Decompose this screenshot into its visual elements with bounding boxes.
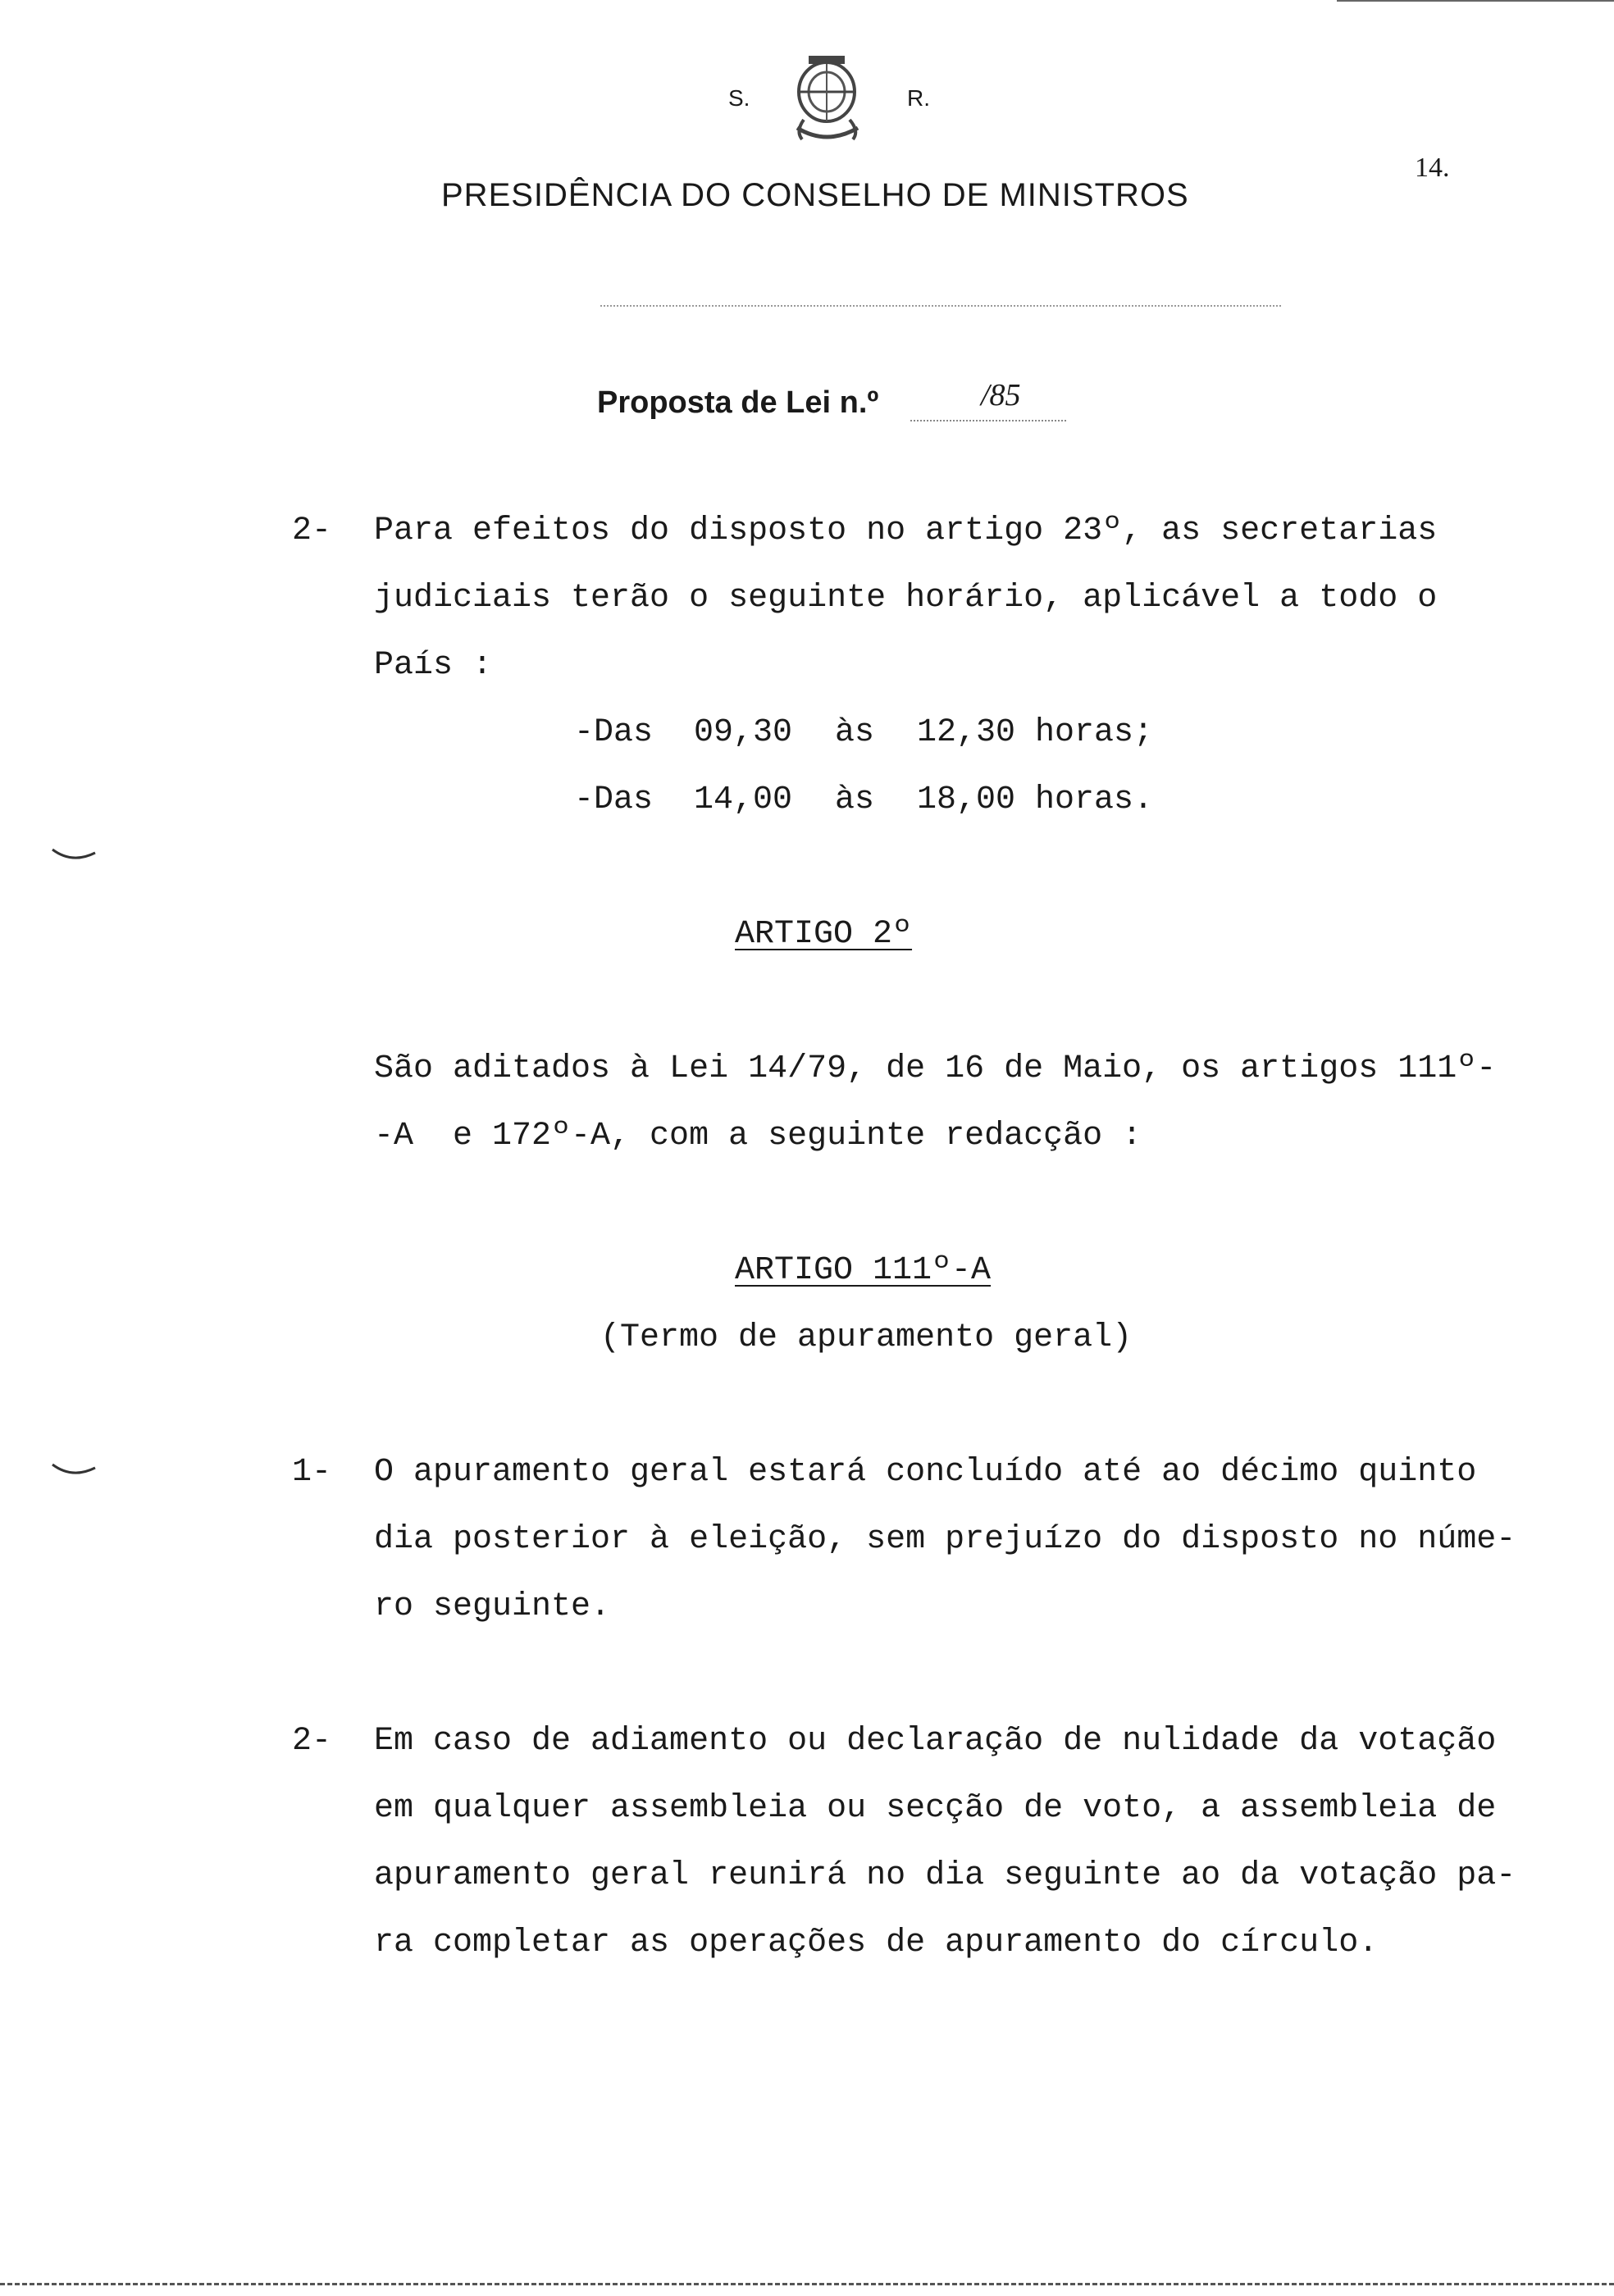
paragraph-line: ro seguinte. <box>374 1588 611 1625</box>
paragraph-line: em qualquer assembleia ou secção de voto, a assembleia de <box>374 1790 1497 1827</box>
schedule-sep: às <box>835 781 875 818</box>
schedule-sep: às <box>835 714 875 751</box>
item-number: 1- <box>292 1454 332 1491</box>
paragraph-line: Em caso de adiamento ou declaração de nulidade da votação <box>374 1723 1497 1760</box>
paragraph-line: ra completar as operações de apuramento do círculo. <box>374 1925 1379 1961</box>
schedule-unit: horas. <box>1035 781 1154 818</box>
schedule-from-label: -Das <box>574 714 654 751</box>
schedule-end: 12,30 <box>917 714 1016 751</box>
organization-title: PRESIDÊNCIA DO CONSELHO DE MINISTROS <box>441 177 1189 213</box>
paragraph-line: judiciais terão o seguinte horário, aplicável a todo o <box>374 580 1438 617</box>
paragraph-line: Para efeitos do disposto no artigo 23º, as secretarias <box>374 512 1438 549</box>
article-heading: ARTIGO 2º <box>735 916 913 953</box>
margin-tick-mark <box>49 845 98 869</box>
article-subtitle: (Termo de apuramento geral) <box>600 1319 1133 1356</box>
paragraph-line: País : <box>374 647 493 684</box>
letterhead-right-initial: R. <box>907 85 930 111</box>
item-number: 2- <box>292 512 332 549</box>
article-heading: ARTIGO 111º-A <box>735 1252 992 1289</box>
scan-edge-line <box>1337 0 1614 2</box>
proposal-label: Proposta de Lei n.º <box>597 385 879 420</box>
schedule-from-label: -Das <box>574 781 654 818</box>
item-number: 2- <box>292 1723 332 1760</box>
coat-of-arms-emblem <box>779 49 878 157</box>
scan-bottom-edge <box>0 2283 1614 2285</box>
letterhead-rule <box>600 305 1281 307</box>
proposal-number: /85 <box>981 378 1021 412</box>
schedule-end: 18,00 <box>917 781 1016 818</box>
paragraph-line: apuramento geral reunirá no dia seguinte ao da votação pa- <box>374 1857 1516 1894</box>
schedule-unit: horas; <box>1035 714 1154 751</box>
paragraph-line: -A e 172º-A, com a seguinte redacção : <box>374 1118 1142 1155</box>
paragraph-line: dia posterior à eleição, sem prejuízo do disposto no núme- <box>374 1521 1516 1558</box>
schedule-start: 14,00 <box>694 781 793 818</box>
paragraph-line: São aditados à Lei 14/79, de 16 de Maio, os artigos 111º- <box>374 1050 1497 1087</box>
letterhead-left-initial: S. <box>728 85 750 111</box>
schedule-start: 09,30 <box>694 714 793 751</box>
margin-tick-mark <box>49 1460 98 1484</box>
paragraph-line: O apuramento geral estará concluído até ao décimo quinto <box>374 1454 1477 1491</box>
page-number: 14. <box>1415 153 1450 183</box>
